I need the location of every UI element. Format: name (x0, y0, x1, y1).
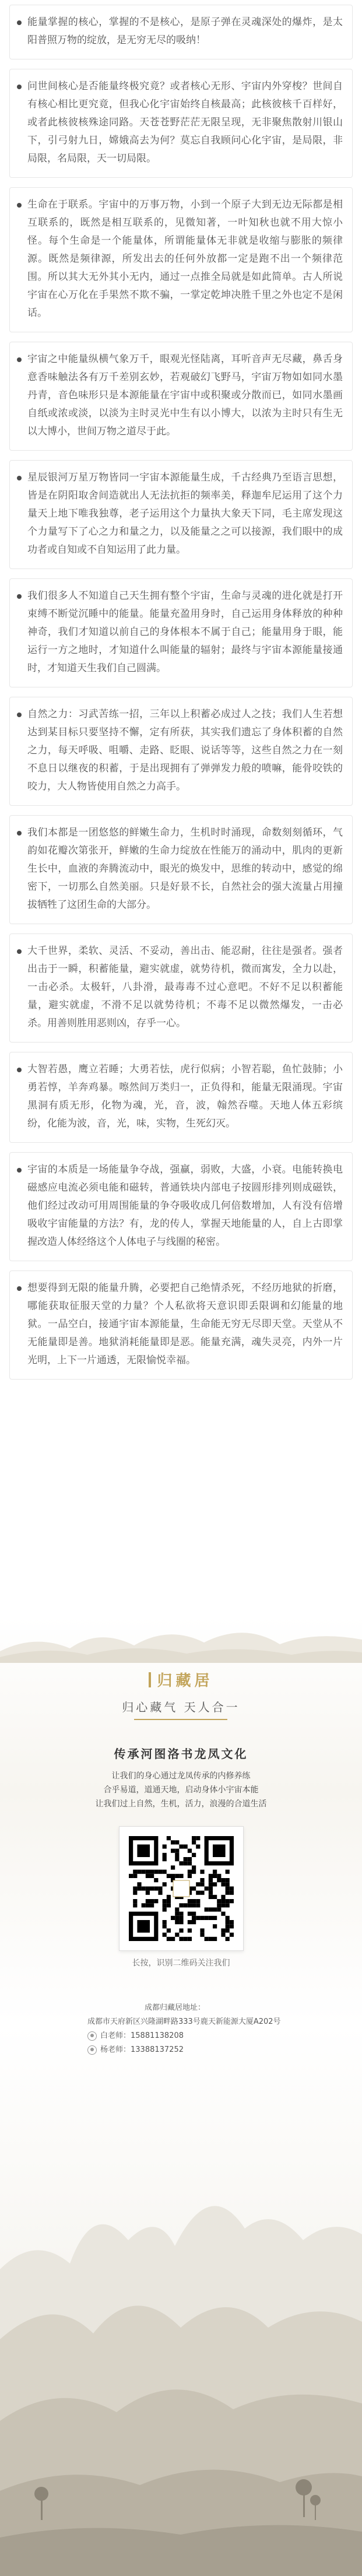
bullet-dot (17, 594, 22, 599)
culture-title: 传承河图洛书龙凤文化 (114, 1747, 248, 1761)
address-block (87, 2001, 297, 2057)
paragraph-text: 大智若愚，鹰立若睡；大勇若怯，虎行似病；小智若聪，鱼忙鼓肺；小勇若惇，羊奔鸡暴。嚓然间万类归一，正负得和，能量无限涌现。宇宙黑洞有质无形，化物为魂，光，音，波，翰然吞噬。天地人体五彩缤纷，化能为波，音，光，味，实物，生死幻灭。 (27, 1064, 343, 1129)
culture-line: 合乎易道，道通天地，启动身体小宇宙本能 (103, 1785, 259, 1795)
paragraph-text: 大千世界，柔软、灵活、不妥动，善出击、能忍耐，往往是强者。强者出击于一瞬，积蓄能量，避实就虚，就势待机，微而寓发，全力以赴，一击必杀。太极轩，八卦滑，最毒毒不过心意吧。不好不足以积蓄能量，避实就虚，不滑不足以就势待机；不毒不足以微然爆发，一击必杀。用善则胜用恶则凶，存乎一心。 (27, 945, 343, 1029)
bullet-dot (17, 203, 22, 208)
article-card (9, 697, 353, 806)
ink-mountains-top (0, 1616, 362, 1663)
bullet-dot (17, 357, 22, 362)
culture-description (0, 1769, 362, 1811)
bullet-dot (17, 1286, 22, 1291)
article-card (9, 933, 353, 1043)
contact-phone[interactable]: 白老师：15881138208 (100, 2031, 184, 2040)
qr-code[interactable] (119, 1826, 244, 1951)
address-text: 成都市天府新区兴隆湖畔路333号鹿天新能源大厦A202号 (87, 2017, 281, 2026)
person-icon (87, 2045, 97, 2055)
article-card (9, 460, 353, 569)
contact-phone[interactable]: 杨老师：13388137252 (100, 2045, 184, 2054)
brand-title: 归藏居 (0, 1669, 362, 1690)
article-card (9, 69, 353, 178)
culture-line: 让我们的身心通过龙凤传承的内修养练 (111, 1771, 251, 1781)
bullet-dot (17, 949, 22, 954)
footer (0, 1616, 362, 2576)
paragraph-text: 能量掌握的核心，掌握的不是核心，是原子弹在灵魂深处的爆炸，是太阳普照万物的绽放，是无穷无尽的吸纳！ (27, 16, 343, 46)
paragraph-text: 生命在于联系。宇宙中的万事万物，小到一个原子大到无边无际都是相互联系的，既然是相互联系的，见微知著，一叶知秋也就不用大惊小怪。每个生命是一个能量体，所谓能量体无非就是收缩与膨胀的频律源。既然是频律源，所发出去的任何外放都一定是跑不出一个频律范围。所以其大无外其小无内，通过一点推全局就是如此简单。古人所说宇宙在心万化在手果然不欺不骗，一掌定乾坤决胜千里之外也定不是闲话。 (27, 199, 343, 319)
paragraph-text: 星辰银河万星万物皆同一宇宙本源能量生成，千古经典乃至语言思想，皆是在阴阳取舍间造就出人无法抗拒的频率美，释迦牟尼运用了这个力量天上地下唯我独尊，老子运用这个力量执大象天下同，毛主席发现这个力量写下了心之力和量之力，以及能量之之可以接源，我们眼中的成功者或自知或不自知运用了此力量。 (27, 472, 343, 556)
article-card (9, 187, 353, 332)
slogan-divider (134, 1719, 227, 1720)
bullet-dot (17, 20, 22, 25)
bullet-dot (17, 85, 22, 89)
qr-code-image (120, 1827, 243, 1950)
article-card (9, 342, 353, 451)
paragraph-text: 我们很多人不知道自己天生拥有整个宇宙，生命与灵魂的进化就是打开束缚不断觉沉睡中的能量。能量充盈用身时，自己运用身体释放的种种神奇，我们才知道以前自己的身体根本不属于自己；能量用身于眼，能运行一方之地时，才知道什么叫能量的辐射；最终与宇宙本源能量接通时，才知道天生我们自己圆满。 (27, 590, 343, 674)
bullet-dot (17, 476, 22, 480)
culture-line: 让我们过上自然，生机，活力，浪漫的合道生活 (95, 1799, 267, 1809)
article-card (9, 1152, 353, 1261)
paragraph-text: 宇宙的本质是一场能量争夺战，强赢，弱败，大盛，小衰。电能转换电磁感应电流必须电能和磁转，普通铁块内部电子按圆形排列则成磁铁，他们经过改动可用周围能量的争夺吸收成几何倍数增加，人有没有倍增吸收宇宙能量的方法？有，龙的传人，掌握天地能量的人，自上古即掌握改造人体经络这个人体电子与线圈的秘密。 (27, 1164, 343, 1248)
article-card (9, 5, 353, 59)
paragraph-text: 自然之力：习武苦练一招，三年以上积蓄必成过人之技；我们人生若想达到某目标只要坚持不懈，定有所获，其实我们遗忘了身体积蓄的自然之力，每天呼吸、咀嚼、走路、眨眼、说话等等，这些自然之力在一刻不息日以继夜的积蓄，于是出现拥有了弹弹发力般的喷嘛，能骨咬铁的咬力，大人物皆使用自然之力高手。 (27, 708, 343, 792)
contact-row (87, 2029, 297, 2043)
article-card (9, 815, 353, 924)
bullet-dot (17, 713, 22, 717)
bullet-dot (17, 831, 22, 836)
paragraph-text: 宇宙之中能量纵横气象万千，眼观光怪陆离，耳听音声无尽藏，鼻舌身意香味触法各有万千差别玄妙，若观破幻飞野马，宇宙万物如如同水墨丹青，音色味形只是本源能量在宇宙中或积聚或分散而已，如同水墨画自纸或浓或淡，以淡为主时灵光中生有以小博大，以浓为主时只有生无以大博小，世间万物之道尽于此。 (27, 353, 343, 437)
contact-row (87, 2043, 297, 2057)
bullet-dot (17, 1168, 22, 1173)
article-card (9, 1052, 353, 1143)
brand-slogan: 归心藏气 天人合一 (122, 1700, 240, 1714)
bullet-dot (17, 1068, 22, 1072)
qr-caption: 长按，识别二维码关注我们 (132, 1959, 230, 1968)
article-card (9, 1271, 353, 1380)
paragraph-text: 想要得到无限的能量升腾，必要把自己绝情杀死，不经历地狱的折磨，哪能获取征服天堂的力量？个人私欲将天意识即丢限调和幻能量的地狱。一品空白，接通宇宙本源能量，生命能无穷无尽即天堂。天堂从不无能量即是善。地狱消耗能量即是恶。能量充满，魂失灵亮，内外一片光明，上下一片通透，无限愉悦幸福。 (27, 1282, 343, 1366)
person-icon (87, 2031, 97, 2041)
ink-landscape-painting (0, 2094, 362, 2576)
paragraph-text: 问世间核心是否能量终极究竟？或者核心无形、宇宙内外穿梭？世间自有核心相比更究竟，但我心化宇宙始终自核最高；此核彼核千百样好，或者此核彼核殊途同路。天苍苍野茫茫无限呈现，无非聚焦散射川银山下，引弓射九日，嫦娥高去为何？莫忘自我顾问心化宇宙，是局限，非局限，名局限，天一切局限。 (27, 80, 343, 164)
paragraph-text: 我们本都是一团悠悠的鲜嫩生命力，生机时时涌现，命数刻刻循环，气韵如花瓣次第张开，鲜嫩的生命力绽放在性能万的涌动中，肌肉的更新生长中，血液的奔腾流动中，眼光的焕发中，思维的转动中，感觉的绵密下，一切那么自然美丽。只是好景不长，自然社会的强大流量占用撞拔牺牲了这团生命的大部分。 (27, 827, 343, 911)
article-card (9, 578, 353, 687)
address-heading: 成都归藏居地址： (144, 2003, 205, 2012)
